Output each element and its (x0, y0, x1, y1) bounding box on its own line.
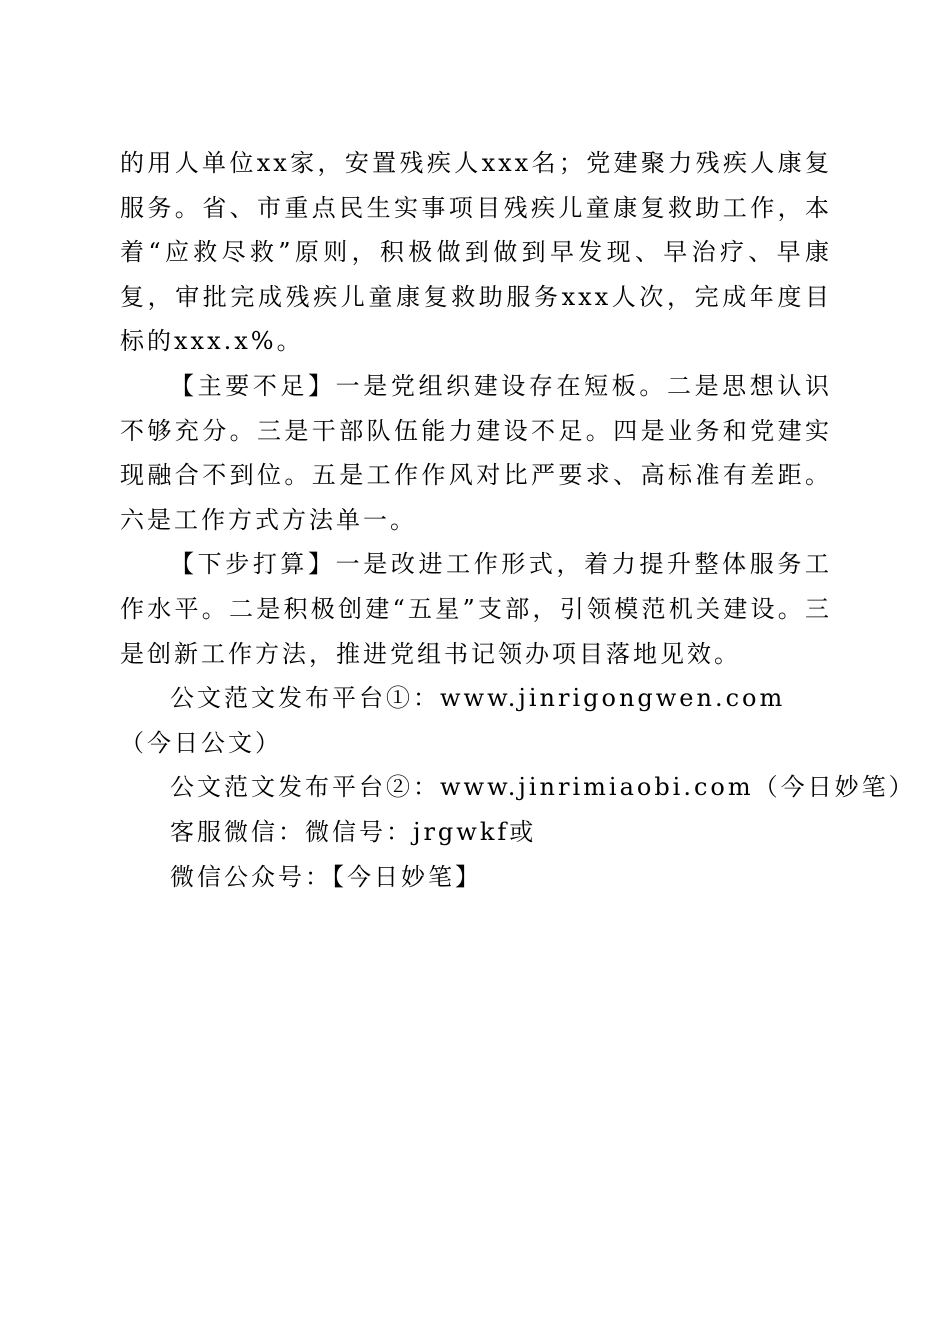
document-page (120, 141, 916, 899)
body-paragraph-shortcomings: 【主要不足】一是党组织建设存在短板。二是思想认识不够充分。三是干部队伍能力建设不足。四是业务和党建实现融合不到位。五是工作作风对比严要求、高标准有差距。六是工作方式方法单一。 (120, 371, 832, 534)
footer-platform-1: 公文范文发布平台①：www.jinrigongwen.com（今日公文） (120, 684, 786, 757)
footer-official-account: 微信公众号：【今日妙笔】 (170, 862, 482, 891)
footer-service-wechat: 客服微信：微信号：jrgwkf或 (170, 817, 537, 846)
body-paragraph-continuation: 的用人单位xx家，安置残疾人xxx名；党建聚力残疾人康复服务。省、市重点民生实事项目残疾儿童康复救助工作，本着“应救尽救”原则，积极做到做到早发现、早治疗、早康复，审批完成残疾儿童康复救助服务xxx人次，完成年度目标的xxx.x%。 (120, 149, 832, 356)
footer-platform-2: 公文范文发布平台②：www.jinrimiaobi.com（今日妙笔） (170, 773, 916, 802)
body-paragraph-next-steps: 【下步打算】一是改进工作形式，着力提升整体服务工作水平。二是积极创建“五星”支部，引领模范机关建设。三是创新工作方法，推进党组书记领办项目落地见效。 (120, 550, 832, 668)
